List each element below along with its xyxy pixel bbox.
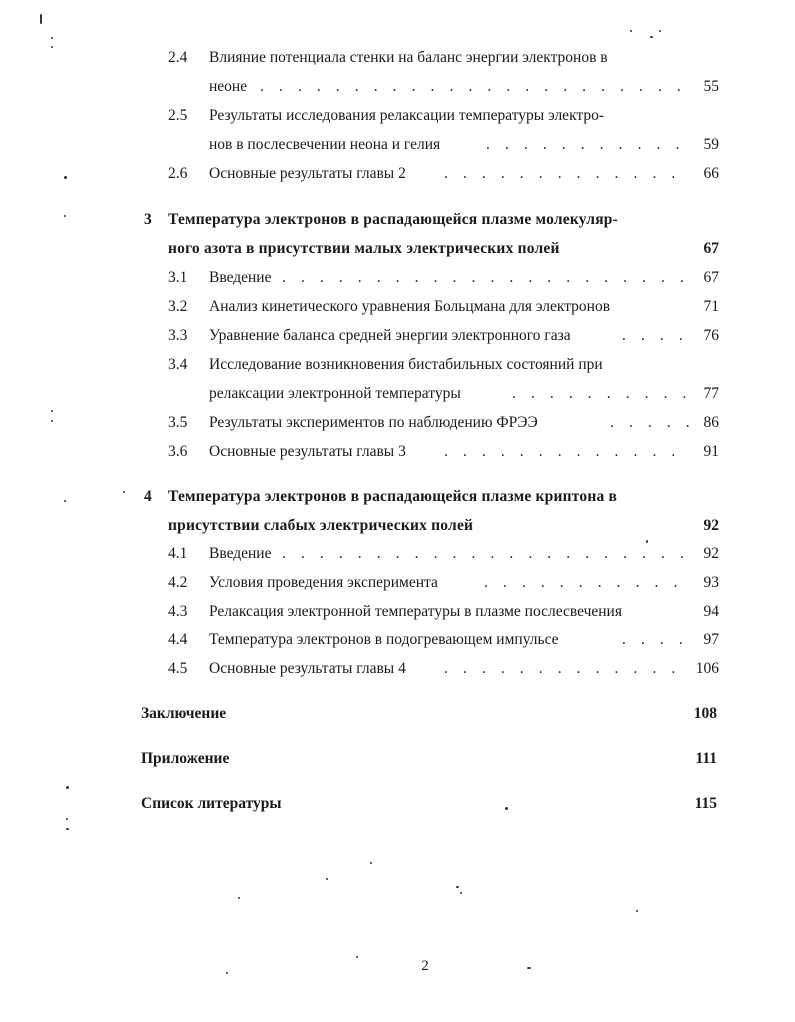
dot-leader bbox=[282, 543, 690, 565]
dot-leader bbox=[444, 163, 690, 185]
scan-speck bbox=[356, 956, 358, 958]
scan-speck bbox=[456, 886, 459, 888]
scan-speck bbox=[123, 491, 125, 493]
page-number: 111 bbox=[695, 750, 717, 767]
section-number: 2.4 bbox=[168, 49, 188, 66]
toc-chapter-4-cont bbox=[0, 515, 795, 537]
dot-leader bbox=[610, 412, 690, 434]
section-title-cont: неоне bbox=[209, 78, 248, 95]
section-title: Основные результаты главы 3 bbox=[209, 443, 406, 460]
toc-entry-3-3 bbox=[0, 325, 795, 347]
chapter-number: 4 bbox=[144, 488, 152, 505]
scan-speck bbox=[659, 30, 661, 32]
page-number: 86 bbox=[703, 414, 719, 431]
scan-speck bbox=[630, 30, 632, 32]
section-number: 4.5 bbox=[168, 660, 188, 677]
page-number: 92 bbox=[703, 545, 719, 562]
scan-speck bbox=[226, 972, 228, 974]
section-number: 4.1 bbox=[168, 545, 188, 562]
toc-conclusion bbox=[0, 703, 795, 725]
dot-leader bbox=[622, 629, 690, 651]
dot-leader bbox=[484, 572, 690, 594]
scan-speck bbox=[460, 892, 462, 894]
toc-entry-4-2 bbox=[0, 572, 795, 594]
toc-entry-3-1 bbox=[0, 267, 795, 289]
scan-speck bbox=[64, 500, 66, 502]
section-number: 3.6 bbox=[168, 443, 188, 460]
scan-speck bbox=[40, 14, 42, 24]
page-number: 55 bbox=[703, 78, 719, 95]
section-title: Исследование возникновения бистабильных состояний при bbox=[209, 356, 603, 373]
page-number: 67 bbox=[703, 240, 719, 257]
page-number: 71 bbox=[703, 298, 719, 315]
toc-entry-2-6 bbox=[0, 163, 795, 185]
scan-speck bbox=[238, 897, 240, 899]
scan-speck bbox=[66, 818, 68, 820]
section-number: 4.3 bbox=[168, 603, 188, 620]
scan-speck bbox=[326, 878, 328, 880]
toc-entry-2-5 bbox=[0, 105, 795, 127]
section-title: Температура электронов в подогревающем импульсе bbox=[209, 631, 559, 648]
dot-leader bbox=[486, 134, 690, 156]
toc-appendix bbox=[0, 748, 795, 770]
toc-entry-3-2 bbox=[0, 296, 795, 318]
scan-speck bbox=[51, 420, 53, 422]
dot-leader bbox=[444, 441, 690, 463]
back-matter-title: Заключение bbox=[141, 705, 227, 722]
section-title: Основные результаты главы 4 bbox=[209, 660, 406, 677]
section-title: Результаты экспериментов по наблюдению ФРЭЭ bbox=[209, 414, 538, 431]
scan-speck bbox=[370, 862, 372, 864]
section-title-cont: нов в послесвечении неона и гелия bbox=[209, 136, 441, 153]
toc-entry-4-4 bbox=[0, 629, 795, 651]
scan-speck bbox=[51, 46, 53, 48]
section-title: Введение bbox=[209, 269, 272, 286]
dot-leader bbox=[260, 76, 690, 98]
section-title: Введение bbox=[209, 545, 272, 562]
toc-chapter-4 bbox=[0, 486, 795, 508]
scan-speck bbox=[66, 786, 69, 789]
section-number: 4.2 bbox=[168, 574, 188, 591]
toc-entry-4-3 bbox=[0, 601, 795, 623]
toc-entry-2-4 bbox=[0, 47, 795, 69]
page-number: 76 bbox=[703, 327, 719, 344]
toc-entry-4-1 bbox=[0, 543, 795, 565]
section-title: Результаты исследования релаксации температуры электро- bbox=[209, 107, 605, 124]
chapter-title: Температура электронов в распадающейся плазме молекуляр- bbox=[168, 211, 618, 228]
back-matter-title: Список литературы bbox=[141, 795, 282, 812]
page-number: 97 bbox=[703, 631, 719, 648]
toc-chapter-3-cont bbox=[0, 238, 795, 260]
section-number: 3.2 bbox=[168, 298, 188, 315]
section-title-cont: релаксации электронной температуры bbox=[209, 385, 461, 402]
section-number: 3.3 bbox=[168, 327, 188, 344]
dot-leader bbox=[512, 383, 690, 405]
page-number: 94 bbox=[703, 603, 719, 620]
page-number: 66 bbox=[703, 165, 719, 182]
page-footer-number: 2 bbox=[421, 958, 429, 974]
page-number: 59 bbox=[703, 136, 719, 153]
toc-entry-2-4-cont bbox=[0, 76, 795, 98]
toc-entry-3-4-cont bbox=[0, 383, 795, 405]
dot-leader bbox=[282, 267, 690, 289]
toc-references bbox=[0, 793, 795, 815]
page-number: 92 bbox=[703, 517, 719, 534]
scan-speck bbox=[51, 410, 53, 412]
section-title: Уравнение баланса средней энергии электронного газа bbox=[209, 327, 571, 344]
section-number: 4.4 bbox=[168, 631, 188, 648]
page-number: 77 bbox=[703, 385, 719, 402]
page-number: 91 bbox=[703, 443, 719, 460]
chapter-title-cont: ного азота в присутствии малых электрических полей bbox=[168, 240, 560, 257]
chapter-title-cont: присутствии слабых электрических полей bbox=[168, 517, 474, 534]
section-title: Анализ кинетического уравнения Больцмана для электронов bbox=[209, 298, 611, 315]
section-title: Условия проведения эксперимента bbox=[209, 574, 438, 591]
section-title: Основные результаты главы 2 bbox=[209, 165, 406, 182]
toc-entry-3-4 bbox=[0, 354, 795, 376]
dot-leader bbox=[444, 658, 680, 680]
scan-speck bbox=[650, 36, 653, 38]
back-matter-title: Приложение bbox=[141, 750, 230, 767]
page-number: 115 bbox=[694, 795, 717, 812]
scan-speck bbox=[527, 967, 531, 969]
page-number: 93 bbox=[703, 574, 719, 591]
scan-speck bbox=[636, 910, 638, 912]
scan-speck bbox=[64, 176, 67, 179]
scan-speck bbox=[66, 828, 69, 830]
page-number: 108 bbox=[693, 705, 717, 722]
section-title: Релаксация электронной температуры в плазме послесвечения bbox=[209, 603, 622, 620]
toc-entry-4-5 bbox=[0, 658, 795, 680]
toc-entry-3-5 bbox=[0, 412, 795, 434]
section-number: 3.5 bbox=[168, 414, 188, 431]
scan-speck bbox=[51, 37, 53, 39]
scan-speck bbox=[505, 807, 508, 810]
section-number: 3.1 bbox=[168, 269, 188, 286]
page-number: 106 bbox=[695, 660, 719, 677]
page-number: 67 bbox=[703, 269, 719, 286]
scan-speck bbox=[646, 540, 648, 543]
dot-leader bbox=[622, 325, 690, 347]
scan-speck bbox=[64, 215, 66, 217]
section-number: 2.6 bbox=[168, 165, 188, 182]
toc-entry-3-6 bbox=[0, 441, 795, 463]
chapter-title: Температура электронов в распадающейся плазме криптона в bbox=[168, 488, 618, 505]
toc-entry-2-5-cont bbox=[0, 134, 795, 156]
section-number: 3.4 bbox=[168, 356, 188, 373]
section-number: 2.5 bbox=[168, 107, 188, 124]
section-title: Влияние потенциала стенки на баланс энергии электронов в bbox=[209, 49, 608, 66]
toc-chapter-3 bbox=[0, 209, 795, 231]
chapter-number: 3 bbox=[144, 211, 152, 228]
